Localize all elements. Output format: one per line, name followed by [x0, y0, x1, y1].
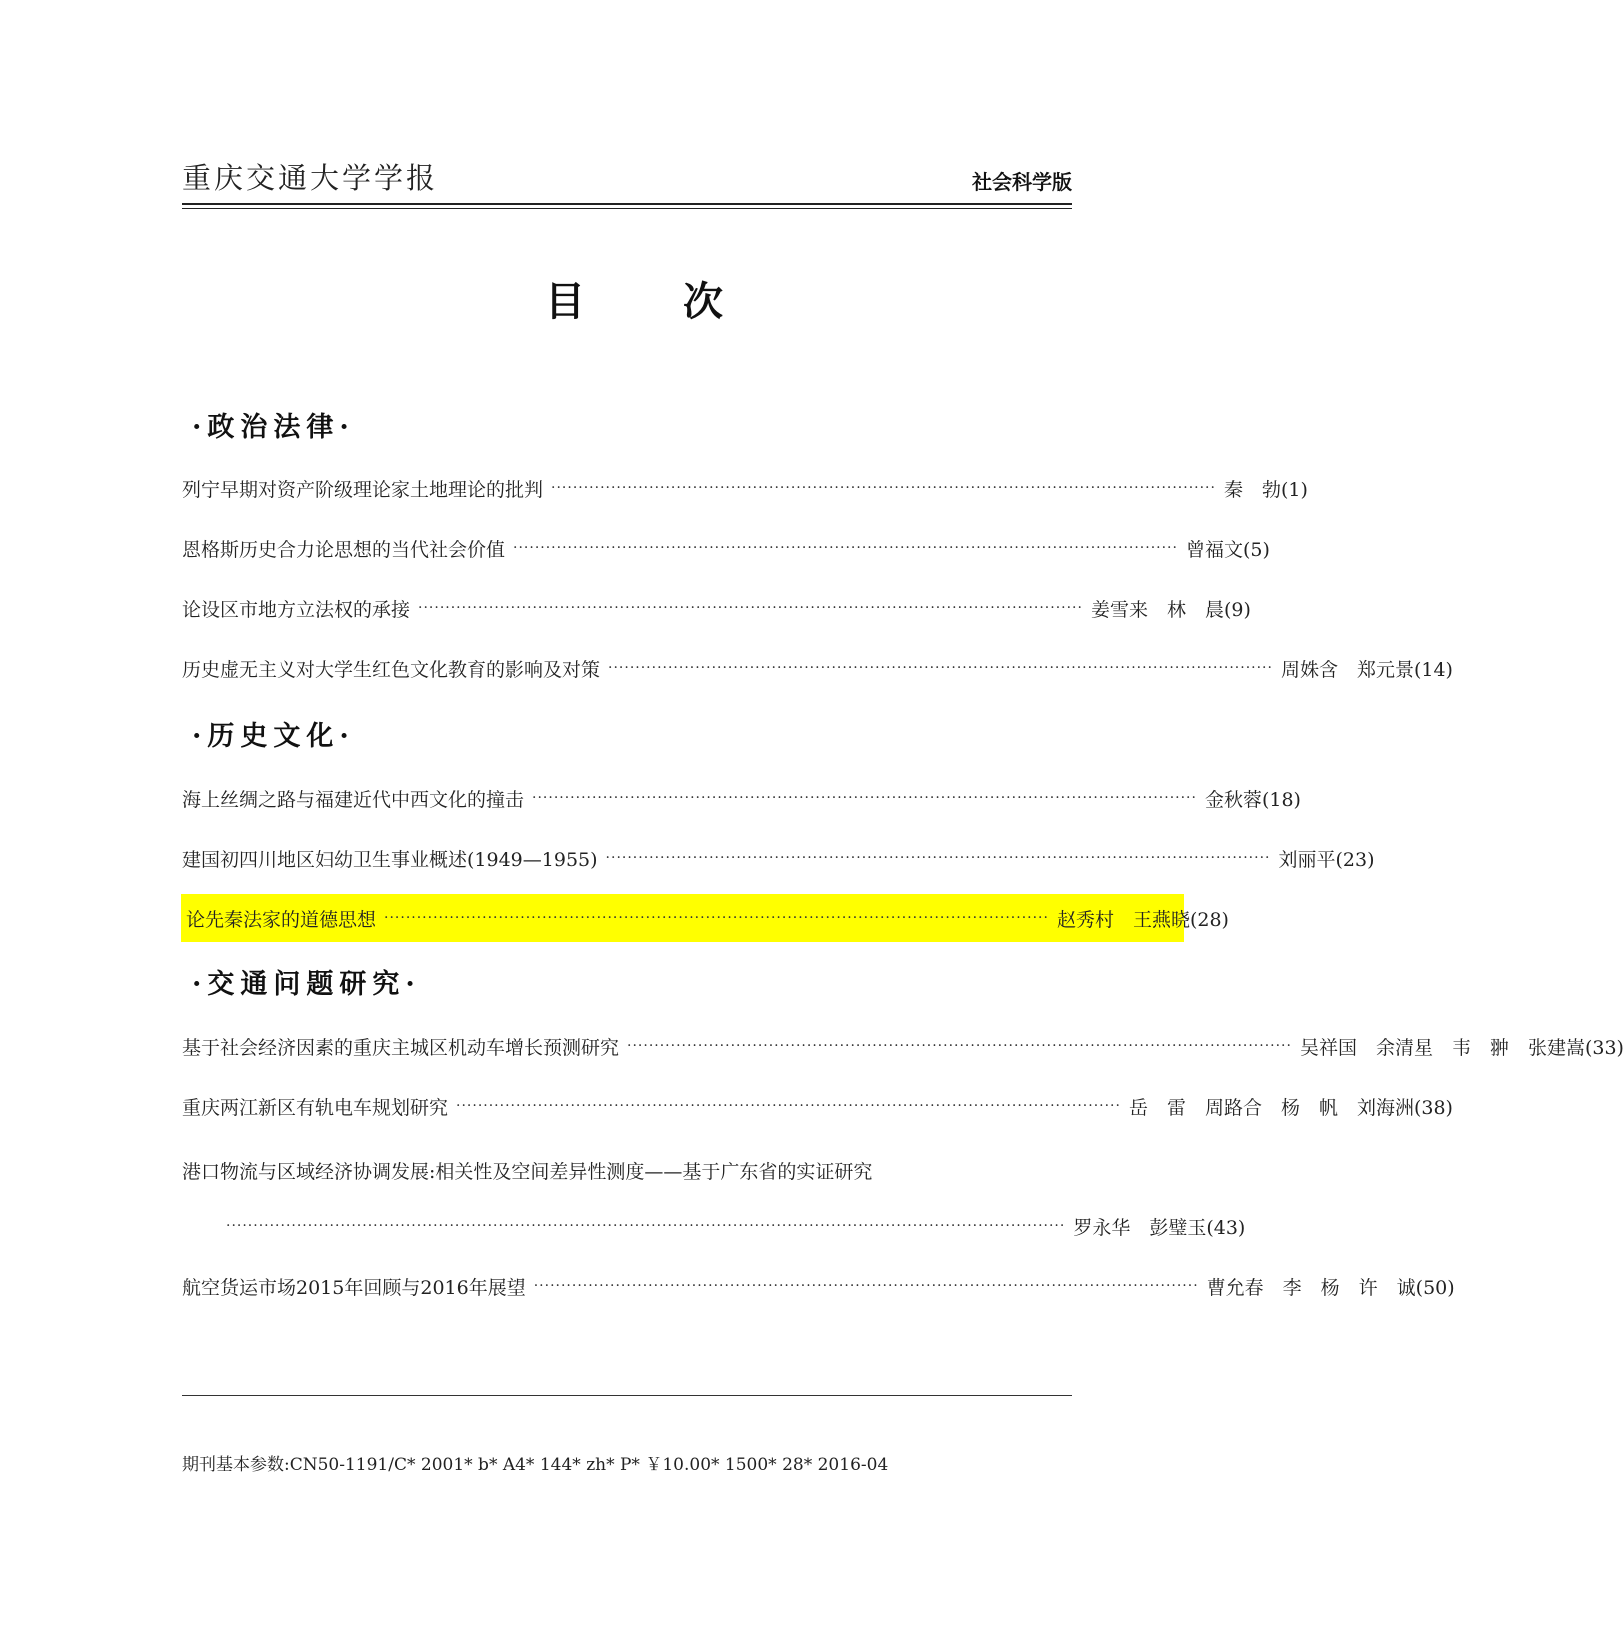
toc-entry[interactable] — [182, 1086, 1453, 1126]
entry-title: 航空货运市场2015年回顾与2016年展望 — [182, 1276, 526, 1299]
toc-entry[interactable] — [182, 648, 1453, 688]
toc-entry[interactable] — [182, 588, 1251, 628]
leader-dots: ·························································································································· — [533, 1278, 1199, 1294]
toc-entry-continuation[interactable] — [226, 1206, 1246, 1246]
journal-parameters: 期刊基本参数:CN50-1191/C* 2001* b* A4* 144* zh* P* ￥10.00* 1500* 28* 2016-04 — [182, 1455, 889, 1475]
entry-authors: 秦 勃(1) — [1223, 478, 1308, 501]
leader-dots: ·························································································································· — [608, 660, 1273, 676]
section-title: 交通问题研究 — [207, 969, 406, 1000]
section-heading-politics-law: ·政治法律· — [192, 412, 355, 443]
entry-title: 重庆两江新区有轨电车规划研究 — [182, 1096, 449, 1119]
leader-dots: ·························································································································· — [532, 790, 1197, 806]
leader-dots: ·························································································································· — [513, 540, 1178, 556]
toc-entry[interactable] — [182, 468, 1308, 508]
entry-title: 列宁早期对资产阶级理论家土地理论的批判 — [182, 478, 544, 501]
section-heading-transport-research: ·交通问题研究· — [192, 969, 421, 1000]
leader-dots: ·························································································································· — [605, 850, 1271, 866]
toc-entry[interactable] — [182, 1026, 1624, 1066]
entry-authors: 曾福文(5) — [1185, 538, 1270, 561]
entry-title: 论先秦法家的道德思想 — [186, 908, 377, 931]
entry-title: 建国初四川地区妇幼卫生事业概述(1949—1955) — [182, 848, 598, 871]
toc-entry-highlighted[interactable] — [181, 894, 1229, 942]
section-heading-history-culture: ·历史文化· — [192, 721, 355, 752]
toc-heading-char-2: 次 — [683, 279, 723, 325]
entry-authors: 刘丽平(23) — [1278, 848, 1375, 871]
leader-dots: ·························································································································· — [456, 1098, 1121, 1114]
entry-title: 论设区市地方立法权的承接 — [182, 598, 411, 621]
header-rule-thick — [182, 203, 1072, 205]
toc-entry[interactable] — [182, 838, 1375, 878]
footer-rule — [182, 1395, 1072, 1396]
entry-title: 海上丝绸之路与福建近代中西文化的撞击 — [182, 788, 525, 811]
entry-title: 恩格斯历史合力论思想的当代社会价值 — [182, 538, 506, 561]
entry-authors: 金秋蓉(18) — [1204, 788, 1301, 811]
journal-title: 重庆交通大学学报 — [182, 161, 439, 195]
edition-label: 社会科学版 — [972, 170, 1072, 194]
toc-entry[interactable] — [182, 778, 1301, 818]
leader-dots: ·························································································································· — [384, 910, 1049, 926]
entry-title: 历史虚无主义对大学生红色文化教育的影响及对策 — [182, 658, 601, 681]
toc-entry[interactable] — [182, 1266, 1455, 1306]
masthead — [182, 150, 1072, 210]
entry-authors: 吴祥国 余清星 韦 翀 张建嵩(33) — [1299, 1036, 1624, 1059]
leader-dots: ·························································································································· — [627, 1038, 1292, 1054]
entry-authors: 罗永华 彭璧玉(43) — [1073, 1216, 1246, 1239]
entry-authors: 赵秀村 王燕晓(28) — [1056, 908, 1229, 931]
toc-heading-char-1: 目 — [545, 279, 585, 325]
entry-authors: 姜雪来 林 晨(9) — [1090, 598, 1251, 621]
entry-authors: 岳 雷 周路合 杨 帆 刘海洲(38) — [1128, 1096, 1453, 1119]
toc-entry[interactable] — [182, 528, 1270, 568]
section-title: 政治法律 — [207, 412, 340, 443]
entry-authors: 曹允春 李 杨 许 诚(50) — [1206, 1276, 1455, 1299]
toc-heading — [0, 270, 1268, 327]
leader-dots: ·························································································································································· — [226, 1218, 1066, 1234]
header-rule-thin — [182, 208, 1072, 209]
entry-authors: 周姝含 郑元景(14) — [1280, 658, 1453, 681]
section-title: 历史文化 — [207, 721, 340, 752]
entry-title-long[interactable]: 港口物流与区域经济协调发展:相关性及空间差异性测度——基于广东省的实证研究 — [182, 1161, 873, 1183]
leader-dots: ·························································································································· — [551, 480, 1216, 496]
leader-dots: ·························································································································· — [418, 600, 1083, 616]
entry-title: 基于社会经济因素的重庆主城区机动车增长预测研究 — [182, 1036, 620, 1059]
